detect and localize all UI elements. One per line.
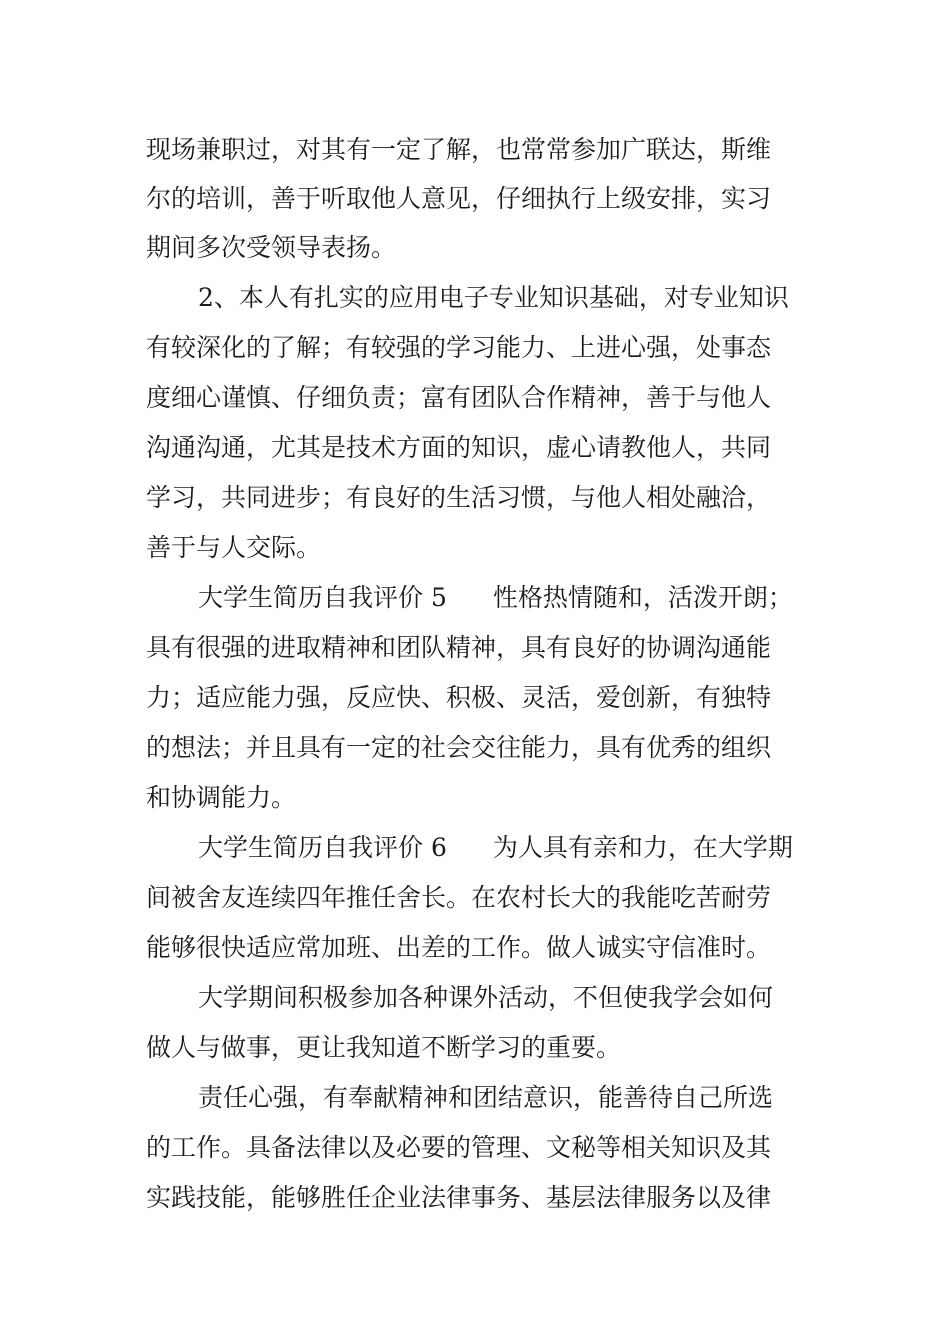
text-line: 实践技能，能够胜任企业法律事务、基层法律服务以及律 (146, 1183, 772, 1212)
text-line: 有较深化的了解；有较强的学习能力、上进心强，处事态 (146, 333, 772, 362)
text-line: 为人具有亲和力，在大学期 (492, 833, 793, 862)
text-line: 的想法；并且具有一定的社会交往能力，具有优秀的组织 (146, 733, 772, 762)
text-line: 能够很快适应常加班、出差的工作。做人诚实守信准时。 (146, 933, 772, 962)
text-line: 大学期间积极参加各种课外活动，不但使我学会如何 (198, 983, 774, 1012)
text-line: 度细心谨慎、仔细负责；富有团队合作精神，善于与他人 (146, 383, 772, 412)
text-line: 尔的培训，善于听取他人意见，仔细执行上级安排，实习 (146, 184, 772, 213)
section-heading-line (198, 830, 816, 866)
section-heading-line (198, 580, 816, 616)
text-line: 性格热情随和，活泼开朗； (492, 583, 793, 612)
text-line: 做人与做事，更让我知道不断学习的重要。 (146, 1033, 622, 1062)
text-line: 2、本人有扎实的应用电子专业知识基础，对专业知识 (198, 283, 789, 312)
text-line: 间被舍友连续四年推任舍长。在农村长大的我能吃苦耐劳 (146, 883, 772, 912)
text-line: 和协调能力。 (146, 783, 297, 812)
text-line: 力；适应能力强，反应快、积极、灵活，爱创新，有独特 (146, 683, 772, 712)
text-line: 学习，共同进步；有良好的生活习惯，与他人相处融洽， (146, 483, 772, 512)
text-line: 具有很强的进取精神和团队精神，具有良好的协调沟通能 (146, 633, 772, 662)
section-heading: 大学生简历自我评价 6 (198, 833, 447, 862)
text-line: 的工作。具备法律以及必要的管理、文秘等相关知识及其 (146, 1133, 772, 1162)
text-line: 沟通沟通，尤其是技术方面的知识，虚心请教他人，共同 (146, 433, 772, 462)
text-line: 责任心强，有奉献精神和团结意识，能善待自己所选 (198, 1083, 774, 1112)
section-heading: 大学生简历自我评价 5 (198, 583, 447, 612)
text-line: 现场兼职过，对其有一定了解，也常常参加广联达，斯维 (146, 135, 772, 164)
text-line: 期间多次受领导表扬。 (146, 233, 397, 262)
text-line: 善于与人交际。 (146, 533, 322, 562)
